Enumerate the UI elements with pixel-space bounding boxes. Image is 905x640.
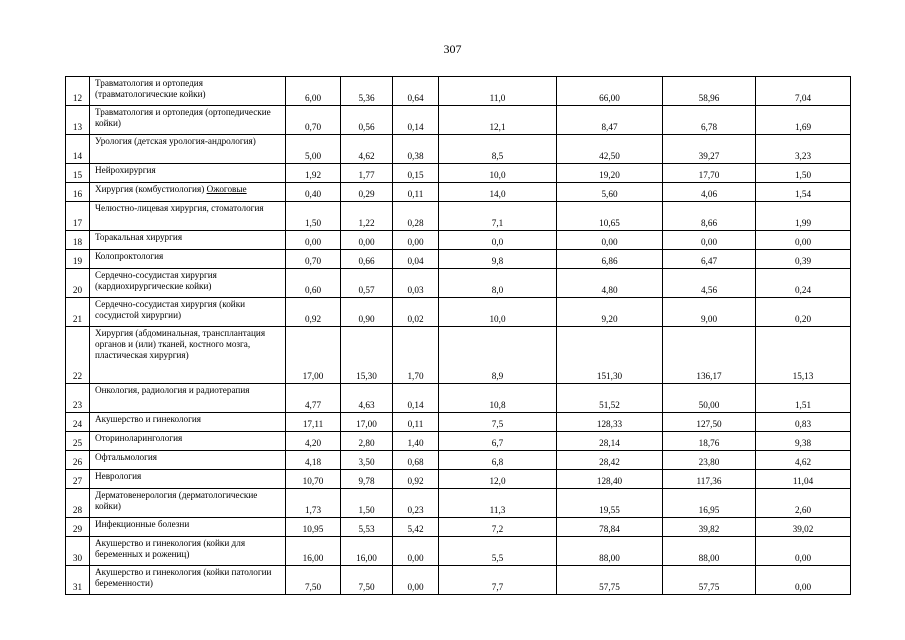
row-specialty	[90, 470, 286, 489]
row-number: 28	[66, 489, 90, 518]
value-cell: 58,96	[663, 77, 756, 106]
value-cell: 3,50	[341, 451, 393, 470]
specialty-label: Акушерство и гинекология	[95, 414, 202, 424]
value-cell: 0,00	[756, 231, 851, 250]
specialty-label: Неврология	[95, 471, 142, 481]
beds-table	[65, 76, 851, 595]
value-cell: 7,50	[286, 566, 341, 595]
value-cell: 0,20	[756, 298, 851, 327]
value-cell: 5,00	[286, 135, 341, 164]
value-cell: 28,14	[557, 432, 663, 451]
value-cell: 0,00	[393, 537, 439, 566]
value-cell: 1,54	[756, 183, 851, 202]
value-cell: 51,52	[557, 384, 663, 413]
value-cell: 1,40	[393, 432, 439, 451]
value-cell: 5,42	[393, 518, 439, 537]
value-cell: 4,62	[341, 135, 393, 164]
value-cell: 0,38	[393, 135, 439, 164]
value-cell: 117,36	[663, 470, 756, 489]
row-number: 30	[66, 537, 90, 566]
row-number: 15	[66, 164, 90, 183]
row-number: 31	[66, 566, 90, 595]
value-cell: 9,00	[663, 298, 756, 327]
value-cell: 4,77	[286, 384, 341, 413]
value-cell: 66,00	[557, 77, 663, 106]
row-specialty	[90, 384, 286, 413]
value-cell: 0,00	[756, 537, 851, 566]
value-cell: 0,68	[393, 451, 439, 470]
specialty-label: Травматология и ортопедия (ортопедические койки)	[95, 107, 271, 128]
row-number: 26	[66, 451, 90, 470]
value-cell: 1,69	[756, 106, 851, 135]
specialty-label: Инфекционные болезни	[95, 519, 190, 529]
specialty-label: Онкология, радиология и радиотерапия	[95, 385, 250, 395]
table-row	[66, 327, 851, 384]
value-cell: 15,30	[341, 327, 393, 384]
row-specialty	[90, 231, 286, 250]
value-cell: 0,00	[557, 231, 663, 250]
value-cell: 15,13	[756, 327, 851, 384]
table-row	[66, 269, 851, 298]
value-cell: 1,73	[286, 489, 341, 518]
value-cell: 0,92	[286, 298, 341, 327]
specialty-label: Сердечно-сосудистая хирургия (кардиохирургические койки)	[95, 270, 217, 291]
value-cell: 6,47	[663, 250, 756, 269]
value-cell: 88,00	[663, 537, 756, 566]
value-cell: 0,83	[756, 413, 851, 432]
value-cell: 0,0	[439, 231, 557, 250]
value-cell: 19,55	[557, 489, 663, 518]
value-cell: 10,0	[439, 164, 557, 183]
row-specialty	[90, 432, 286, 451]
value-cell: 2,80	[341, 432, 393, 451]
value-cell: 4,56	[663, 269, 756, 298]
value-cell: 5,5	[439, 537, 557, 566]
value-cell: 1,50	[341, 489, 393, 518]
table-row	[66, 250, 851, 269]
value-cell: 5,60	[557, 183, 663, 202]
row-number: 12	[66, 77, 90, 106]
value-cell: 1,50	[756, 164, 851, 183]
table-row	[66, 451, 851, 470]
value-cell: 8,0	[439, 269, 557, 298]
value-cell: 0,66	[341, 250, 393, 269]
table-row	[66, 566, 851, 595]
value-cell: 0,24	[756, 269, 851, 298]
value-cell: 6,78	[663, 106, 756, 135]
specialty-label: Дерматовенерология (дерматологические койки)	[95, 490, 258, 511]
specialty-label: Урология (детская урология-андрология)	[95, 136, 256, 146]
value-cell: 151,30	[557, 327, 663, 384]
value-cell: 16,00	[341, 537, 393, 566]
value-cell: 0,03	[393, 269, 439, 298]
specialty-label: Хирургия (абдоминальная, трансплантация органов и (или) тканей, костного мозга, пластическая хирургия)	[95, 328, 266, 360]
table-row	[66, 518, 851, 537]
value-cell: 4,63	[341, 384, 393, 413]
specialty-label: Акушерство и гинекология (койки патологии беременности)	[95, 567, 272, 588]
value-cell: 4,18	[286, 451, 341, 470]
row-specialty	[90, 250, 286, 269]
row-specialty	[90, 269, 286, 298]
value-cell: 0,11	[393, 413, 439, 432]
value-cell: 7,50	[341, 566, 393, 595]
value-cell: 16,95	[663, 489, 756, 518]
value-cell: 9,78	[341, 470, 393, 489]
value-cell: 11,3	[439, 489, 557, 518]
table-row	[66, 537, 851, 566]
row-specialty	[90, 566, 286, 595]
row-specialty	[90, 489, 286, 518]
row-number: 23	[66, 384, 90, 413]
row-specialty	[90, 413, 286, 432]
table-row	[66, 106, 851, 135]
value-cell: 1,77	[341, 164, 393, 183]
row-specialty	[90, 327, 286, 384]
value-cell: 127,50	[663, 413, 756, 432]
value-cell: 10,70	[286, 470, 341, 489]
value-cell: 19,20	[557, 164, 663, 183]
value-cell: 9,8	[439, 250, 557, 269]
value-cell: 7,2	[439, 518, 557, 537]
value-cell: 0,92	[393, 470, 439, 489]
row-number: 16	[66, 183, 90, 202]
value-cell: 28,42	[557, 451, 663, 470]
value-cell: 18,76	[663, 432, 756, 451]
value-cell: 0,15	[393, 164, 439, 183]
value-cell: 0,90	[341, 298, 393, 327]
value-cell: 0,23	[393, 489, 439, 518]
row-number: 13	[66, 106, 90, 135]
row-specialty	[90, 298, 286, 327]
value-cell: 2,60	[756, 489, 851, 518]
table-row	[66, 183, 851, 202]
page-number: 307	[443, 42, 462, 56]
value-cell: 0,11	[393, 183, 439, 202]
value-cell: 7,1	[439, 202, 557, 231]
specialty-label: Торакальная хирургия	[95, 232, 183, 242]
value-cell: 6,8	[439, 451, 557, 470]
table-row	[66, 77, 851, 106]
value-cell: 78,84	[557, 518, 663, 537]
specialty-label: Хирургия (комбустиология)	[95, 184, 207, 194]
row-number: 27	[66, 470, 90, 489]
value-cell: 1,99	[756, 202, 851, 231]
value-cell: 10,0	[439, 298, 557, 327]
value-cell: 17,11	[286, 413, 341, 432]
table-row	[66, 164, 851, 183]
value-cell: 17,00	[341, 413, 393, 432]
value-cell: 1,70	[393, 327, 439, 384]
value-cell: 0,00	[393, 231, 439, 250]
value-cell: 6,86	[557, 250, 663, 269]
value-cell: 3,23	[756, 135, 851, 164]
value-cell: 0,40	[286, 183, 341, 202]
value-cell: 57,75	[557, 566, 663, 595]
specialty-label: Сердечно-сосудистая хирургия (койки сосудистой хирургии)	[95, 299, 246, 320]
value-cell: 7,7	[439, 566, 557, 595]
table-row	[66, 231, 851, 250]
value-cell: 10,65	[557, 202, 663, 231]
value-cell: 39,27	[663, 135, 756, 164]
value-cell: 16,00	[286, 537, 341, 566]
value-cell: 8,5	[439, 135, 557, 164]
value-cell: 17,70	[663, 164, 756, 183]
value-cell: 1,22	[341, 202, 393, 231]
table-row	[66, 135, 851, 164]
value-cell: 12,0	[439, 470, 557, 489]
value-cell: 5,53	[341, 518, 393, 537]
value-cell: 0,00	[663, 231, 756, 250]
value-cell: 0,14	[393, 384, 439, 413]
value-cell: 14,0	[439, 183, 557, 202]
value-cell: 0,00	[756, 566, 851, 595]
value-cell: 4,20	[286, 432, 341, 451]
row-number: 29	[66, 518, 90, 537]
row-specialty	[90, 77, 286, 106]
row-specialty	[90, 135, 286, 164]
value-cell: 1,51	[756, 384, 851, 413]
value-cell: 0,28	[393, 202, 439, 231]
table-row	[66, 432, 851, 451]
value-cell: 4,80	[557, 269, 663, 298]
row-specialty	[90, 106, 286, 135]
specialty-label: Травматология и ортопедия (травматологические койки)	[95, 78, 206, 99]
row-number: 18	[66, 231, 90, 250]
specialty-label: Челюстно-лицевая хирургия, стоматология	[95, 203, 264, 213]
value-cell: 0,02	[393, 298, 439, 327]
row-specialty	[90, 537, 286, 566]
row-specialty	[90, 451, 286, 470]
value-cell: 4,62	[756, 451, 851, 470]
table-row	[66, 413, 851, 432]
value-cell: 0,64	[393, 77, 439, 106]
value-cell: 42,50	[557, 135, 663, 164]
specialty-label: Колопроктология	[95, 251, 164, 261]
value-cell: 11,04	[756, 470, 851, 489]
value-cell: 8,47	[557, 106, 663, 135]
value-cell: 17,00	[286, 327, 341, 384]
value-cell: 9,20	[557, 298, 663, 327]
row-number: 19	[66, 250, 90, 269]
specialty-label: Нейрохирургия	[95, 165, 156, 175]
value-cell: 39,82	[663, 518, 756, 537]
value-cell: 0,70	[286, 250, 341, 269]
row-number: 20	[66, 269, 90, 298]
value-cell: 6,7	[439, 432, 557, 451]
value-cell: 4,06	[663, 183, 756, 202]
specialty-label: Оториноларингология	[95, 433, 183, 443]
specialty-label: Офтальмология	[95, 452, 158, 462]
specialty-label: Акушерство и гинекология (койки для беременных и рожениц)	[95, 538, 246, 559]
row-number: 25	[66, 432, 90, 451]
value-cell: 0,57	[341, 269, 393, 298]
value-cell: 1,50	[286, 202, 341, 231]
value-cell: 88,00	[557, 537, 663, 566]
value-cell: 128,33	[557, 413, 663, 432]
specialty-underlined-label: Ожоговые	[206, 184, 247, 194]
value-cell: 136,17	[663, 327, 756, 384]
row-number: 17	[66, 202, 90, 231]
row-specialty	[90, 202, 286, 231]
table-row	[66, 470, 851, 489]
row-number: 22	[66, 327, 90, 384]
value-cell: 10,8	[439, 384, 557, 413]
value-cell: 0,70	[286, 106, 341, 135]
table-row	[66, 384, 851, 413]
value-cell: 0,04	[393, 250, 439, 269]
value-cell: 50,00	[663, 384, 756, 413]
row-specialty	[90, 518, 286, 537]
table-row	[66, 489, 851, 518]
value-cell: 7,04	[756, 77, 851, 106]
value-cell: 128,40	[557, 470, 663, 489]
value-cell: 5,36	[341, 77, 393, 106]
value-cell: 0,00	[341, 231, 393, 250]
value-cell: 0,56	[341, 106, 393, 135]
value-cell: 23,80	[663, 451, 756, 470]
table-row	[66, 298, 851, 327]
value-cell: 0,00	[286, 231, 341, 250]
value-cell: 7,5	[439, 413, 557, 432]
value-cell: 1,92	[286, 164, 341, 183]
row-specialty	[90, 183, 286, 202]
table-row	[66, 202, 851, 231]
value-cell: 11,0	[439, 77, 557, 106]
value-cell: 0,00	[393, 566, 439, 595]
value-cell: 9,38	[756, 432, 851, 451]
value-cell: 12,1	[439, 106, 557, 135]
value-cell: 0,60	[286, 269, 341, 298]
value-cell: 0,39	[756, 250, 851, 269]
value-cell: 8,9	[439, 327, 557, 384]
value-cell: 10,95	[286, 518, 341, 537]
row-number: 14	[66, 135, 90, 164]
value-cell: 0,14	[393, 106, 439, 135]
value-cell: 39,02	[756, 518, 851, 537]
value-cell: 0,29	[341, 183, 393, 202]
value-cell: 8,66	[663, 202, 756, 231]
row-number: 24	[66, 413, 90, 432]
value-cell: 6,00	[286, 77, 341, 106]
row-number: 21	[66, 298, 90, 327]
row-specialty	[90, 164, 286, 183]
value-cell: 57,75	[663, 566, 756, 595]
